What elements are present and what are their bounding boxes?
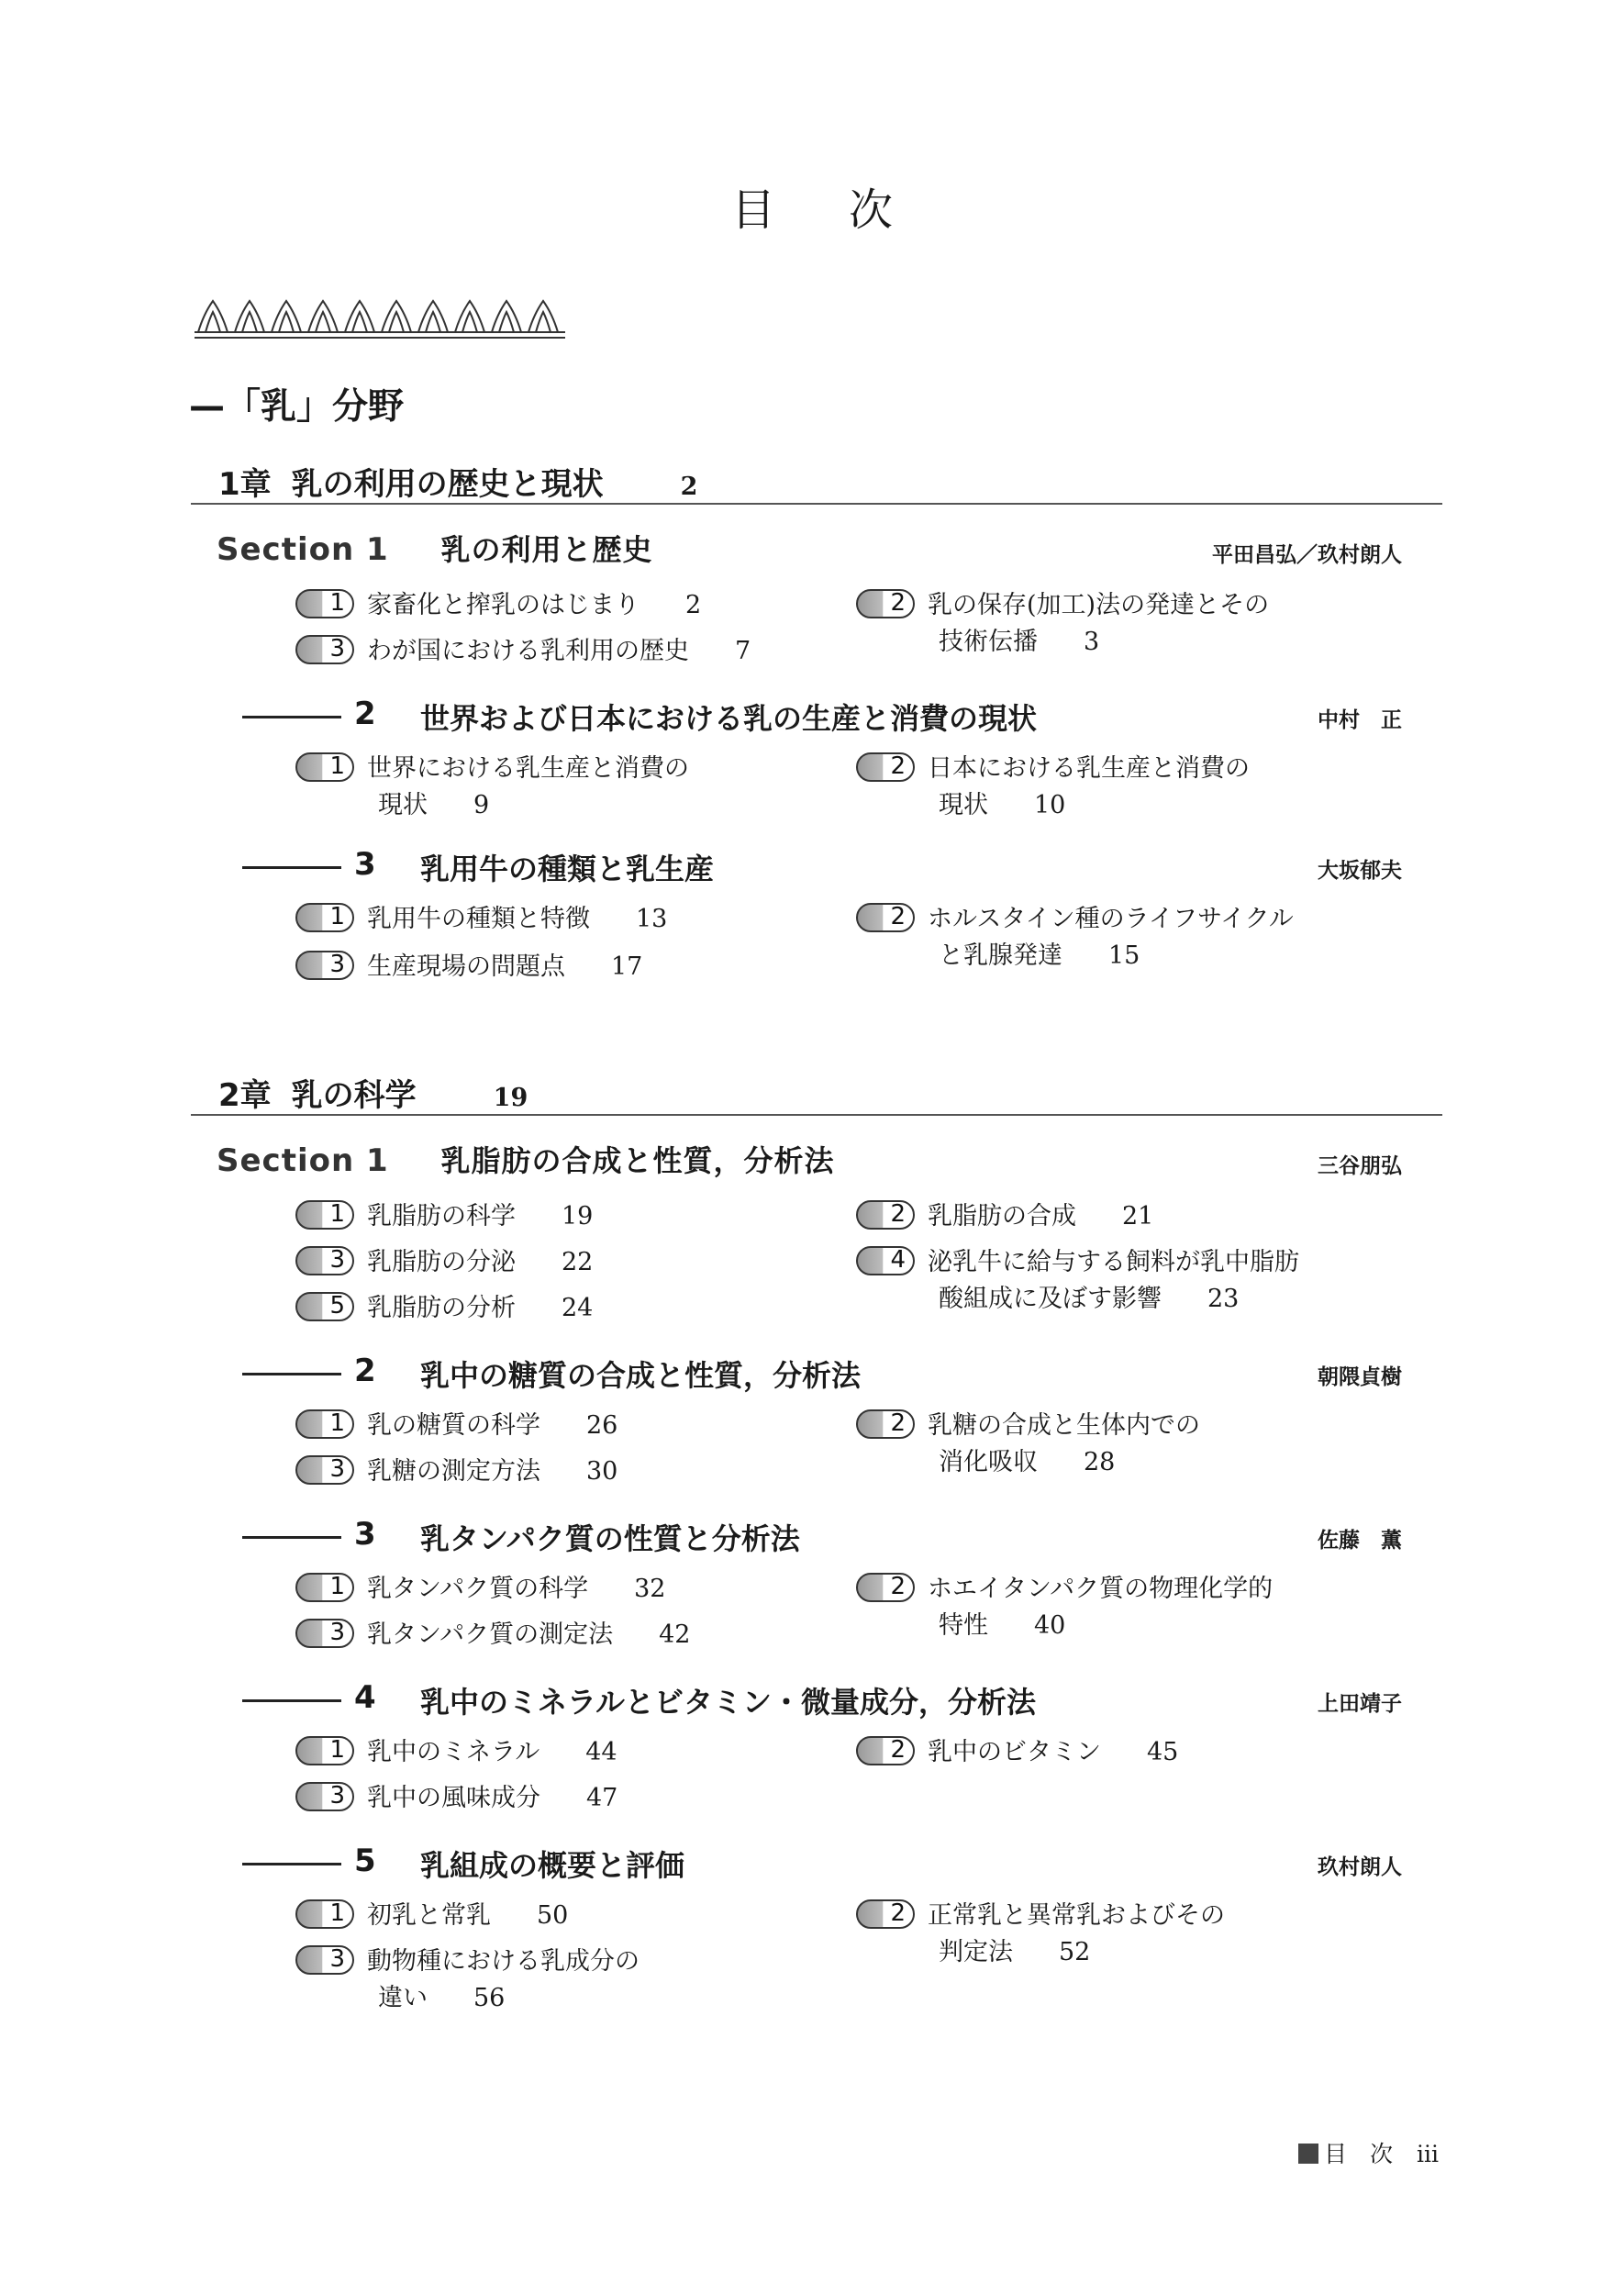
item-text-continued: 特性 — [939, 1611, 988, 1640]
item-text: 世界における乳生産と消費の — [367, 754, 689, 783]
list-item[interactable] — [295, 949, 642, 986]
item-text: わが国における乳利用の歴史 — [367, 637, 689, 665]
list-item[interactable] — [856, 1734, 1178, 1771]
item-number-badge: 1 — [295, 1200, 354, 1230]
item-number-badge: 1 — [295, 1573, 354, 1602]
item-page: 40 — [1034, 1611, 1066, 1640]
item-text: 乳タンパク質の科学 — [367, 1575, 589, 1603]
item-page: 19 — [562, 1202, 594, 1231]
section-title: 世界および日本における乳の生産と消費の現状 — [420, 701, 1038, 736]
item-number-badge: 3 — [295, 1945, 354, 1975]
item-page: 45 — [1147, 1738, 1179, 1766]
list-item[interactable] — [856, 587, 1269, 661]
item-page: 3 — [1084, 628, 1100, 656]
list-item[interactable] — [295, 1290, 593, 1327]
list-item[interactable] — [295, 751, 689, 824]
section-dash — [242, 716, 341, 718]
section-marker: 5 — [354, 1843, 376, 1879]
item-number-badge: 1 — [295, 1409, 354, 1439]
list-item[interactable] — [295, 1780, 617, 1817]
section-marker: 3 — [354, 1516, 376, 1553]
chapter-page: 19 — [493, 1084, 528, 1112]
list-item[interactable] — [295, 1617, 690, 1654]
item-text: 乳用牛の種類と特徴 — [367, 905, 590, 933]
section-title: 乳用牛の種類と乳生産 — [420, 852, 715, 886]
item-number-badge: 5 — [295, 1292, 354, 1321]
item-page: 32 — [634, 1575, 666, 1603]
item-number-badge: 3 — [295, 951, 354, 980]
section-title: 乳の利用と歴史 — [440, 532, 653, 567]
section-title: 乳組成の概要と評価 — [420, 1848, 685, 1883]
section-heading — [217, 527, 653, 569]
item-text: 生産現場の問題点 — [367, 952, 565, 981]
item-text: ホルスタイン種のライフサイクル — [928, 905, 1294, 933]
section-author: 大坂郁夫 — [1318, 859, 1402, 883]
item-page: 21 — [1122, 1202, 1154, 1231]
item-page: 44 — [585, 1738, 617, 1766]
item-number-badge: 2 — [856, 1573, 915, 1602]
item-number-badge: 1 — [295, 752, 354, 782]
item-page: 15 — [1108, 941, 1140, 970]
page-footer — [1298, 2136, 1439, 2169]
footer-label: 目 次 — [1323, 2141, 1393, 2167]
item-text: 乳中のビタミン — [928, 1738, 1101, 1766]
item-number-badge: 2 — [856, 1200, 915, 1230]
item-text: 正常乳と異常乳およびその — [928, 1901, 1225, 1930]
item-number-badge: 2 — [856, 752, 915, 782]
item-text: 乳中の風味成分 — [367, 1784, 540, 1812]
page-title — [0, 174, 1624, 238]
item-text: 泌乳牛に給与する飼料が乳中脂肪 — [928, 1248, 1299, 1276]
item-page: 47 — [586, 1784, 618, 1812]
item-page: 50 — [537, 1901, 569, 1930]
section-author: 三谷朋弘 — [1318, 1154, 1402, 1178]
item-number-badge: 2 — [856, 903, 915, 932]
item-text: 家畜化と搾乳のはじまり — [367, 591, 640, 619]
list-item[interactable] — [295, 633, 751, 670]
list-item[interactable] — [295, 1453, 617, 1490]
section-title: 乳タンパク質の性質と分析法 — [420, 1521, 800, 1556]
section-marker: Section 1 — [217, 1142, 389, 1179]
item-number-badge: 3 — [295, 1619, 354, 1648]
item-text-continued: 現状 — [939, 791, 988, 819]
item-text: ホエイタンパク質の物理化学的 — [928, 1575, 1274, 1603]
section-author: 佐藤 薫 — [1318, 1529, 1402, 1553]
section-marker: 4 — [354, 1679, 376, 1716]
item-text: 乳脂肪の科学 — [367, 1202, 516, 1231]
list-item[interactable] — [295, 1244, 593, 1281]
list-item[interactable] — [295, 1571, 665, 1608]
item-number-badge: 2 — [856, 1409, 915, 1439]
section-author: 平田昌弘／玖村朗人 — [1212, 543, 1402, 567]
item-number-badge: 3 — [295, 1246, 354, 1275]
item-number-badge: 1 — [295, 1736, 354, 1765]
chapter-page: 2 — [680, 473, 698, 501]
item-number-badge: 2 — [856, 1736, 915, 1765]
item-text: 乳の保存(加工)法の発達とその — [928, 591, 1270, 619]
section-dash — [242, 1536, 341, 1539]
item-text: 乳タンパク質の測定法 — [367, 1620, 614, 1649]
item-page: 30 — [586, 1457, 618, 1486]
page-title-char-2: 次 — [849, 184, 894, 236]
item-text: 初乳と常乳 — [367, 1901, 491, 1930]
item-page: 56 — [473, 1984, 506, 2012]
item-text-continued: 違い — [378, 1984, 428, 2012]
list-item[interactable] — [295, 1734, 617, 1771]
list-item[interactable] — [856, 901, 1294, 974]
item-number-badge: 1 — [295, 589, 354, 618]
item-page: 28 — [1084, 1448, 1116, 1476]
section-author: 玖村朗人 — [1318, 1855, 1402, 1879]
section-marker: 2 — [354, 696, 376, 732]
chapter-label: 1章 — [218, 466, 272, 503]
section-author: 朝隈貞樹 — [1318, 1365, 1402, 1389]
item-text-continued: 判定法 — [939, 1938, 1013, 1966]
item-text-continued: 消化吸収 — [939, 1448, 1038, 1476]
item-page: 22 — [562, 1248, 594, 1276]
section-title: 乳中の糖質の合成と性質，分析法 — [420, 1358, 862, 1393]
decorative-border-icon — [195, 292, 565, 341]
item-page: 17 — [611, 952, 643, 981]
item-page: 13 — [636, 905, 668, 933]
item-number-badge: 1 — [295, 903, 354, 932]
item-page: 10 — [1034, 791, 1066, 819]
section-author: 上田靖子 — [1318, 1692, 1402, 1716]
item-text-continued: 酸組成に及ぼす影響 — [939, 1285, 1162, 1313]
item-text: 乳糖の合成と生体内での — [928, 1411, 1200, 1440]
chapter-title: 乳の科学 — [291, 1077, 417, 1114]
section-dash — [242, 1699, 341, 1702]
list-item[interactable] — [856, 1244, 1299, 1318]
item-number-badge: 1 — [295, 1899, 354, 1929]
list-item[interactable] — [856, 1898, 1225, 1971]
chapter-label: 2章 — [218, 1077, 272, 1114]
list-item[interactable] — [295, 1943, 640, 2017]
section-title: 乳脂肪の合成と性質，分析法 — [440, 1143, 835, 1178]
item-text: 乳脂肪の分析 — [367, 1294, 516, 1322]
item-page: 23 — [1207, 1285, 1240, 1313]
item-text: 乳中のミネラル — [367, 1738, 540, 1766]
section-marker: 2 — [354, 1353, 376, 1389]
item-text: 乳脂肪の合成 — [928, 1202, 1076, 1231]
section-heading — [217, 1138, 835, 1180]
item-number-badge: 3 — [295, 1455, 354, 1485]
item-page: 24 — [562, 1294, 594, 1322]
chapter-rule — [191, 503, 1442, 505]
item-number-badge: 2 — [856, 1899, 915, 1929]
chapter-heading — [218, 1070, 528, 1115]
item-text-continued: 技術伝播 — [939, 628, 1038, 656]
section-marker: Section 1 — [217, 531, 389, 568]
square-bullet-icon — [1298, 2144, 1318, 2164]
page-title-char-1: 目 — [730, 184, 775, 236]
section-author: 中村 正 — [1318, 708, 1402, 732]
item-page: 42 — [659, 1620, 691, 1649]
footer-page-number: iii — [1417, 2141, 1439, 2167]
list-item[interactable] — [295, 901, 667, 938]
chapter-heading — [218, 459, 697, 504]
list-item[interactable] — [856, 1571, 1273, 1644]
chapter-rule — [191, 1114, 1442, 1116]
item-text: 動物種における乳成分の — [367, 1947, 640, 1976]
item-number-badge: 3 — [295, 1782, 354, 1811]
list-item[interactable] — [856, 1408, 1200, 1481]
section-dash — [242, 1863, 341, 1865]
section-dash — [242, 866, 341, 869]
section-title: 乳中のミネラルとビタミン・微量成分，分析法 — [420, 1685, 1037, 1720]
item-text: 乳糖の測定方法 — [367, 1457, 540, 1486]
item-number-badge: 2 — [856, 589, 915, 618]
section-marker: 3 — [354, 846, 376, 883]
list-item[interactable] — [295, 1408, 617, 1444]
item-page: 9 — [473, 791, 490, 819]
item-text-continued: 現状 — [378, 791, 428, 819]
chapter-title: 乳の利用の歴史と現状 — [291, 466, 604, 503]
item-text-continued: と乳腺発達 — [939, 941, 1062, 970]
item-number-badge: 3 — [295, 635, 354, 664]
list-item[interactable] — [295, 587, 701, 624]
list-item[interactable] — [295, 1198, 593, 1235]
item-page: 2 — [685, 591, 702, 619]
item-text: 日本における乳生産と消費の — [928, 754, 1250, 783]
section-dash — [242, 1373, 341, 1375]
item-page: 26 — [586, 1411, 618, 1440]
item-text: 乳脂肪の分泌 — [367, 1248, 516, 1276]
item-text: 乳の糖質の科学 — [367, 1411, 540, 1440]
list-item[interactable] — [856, 1198, 1153, 1235]
item-number-badge: 4 — [856, 1246, 915, 1275]
list-item[interactable] — [295, 1898, 568, 1934]
item-page: 52 — [1059, 1938, 1091, 1966]
item-page: 7 — [735, 637, 751, 665]
list-item[interactable] — [856, 751, 1250, 824]
field-title: —「乳」分野 — [189, 386, 405, 428]
